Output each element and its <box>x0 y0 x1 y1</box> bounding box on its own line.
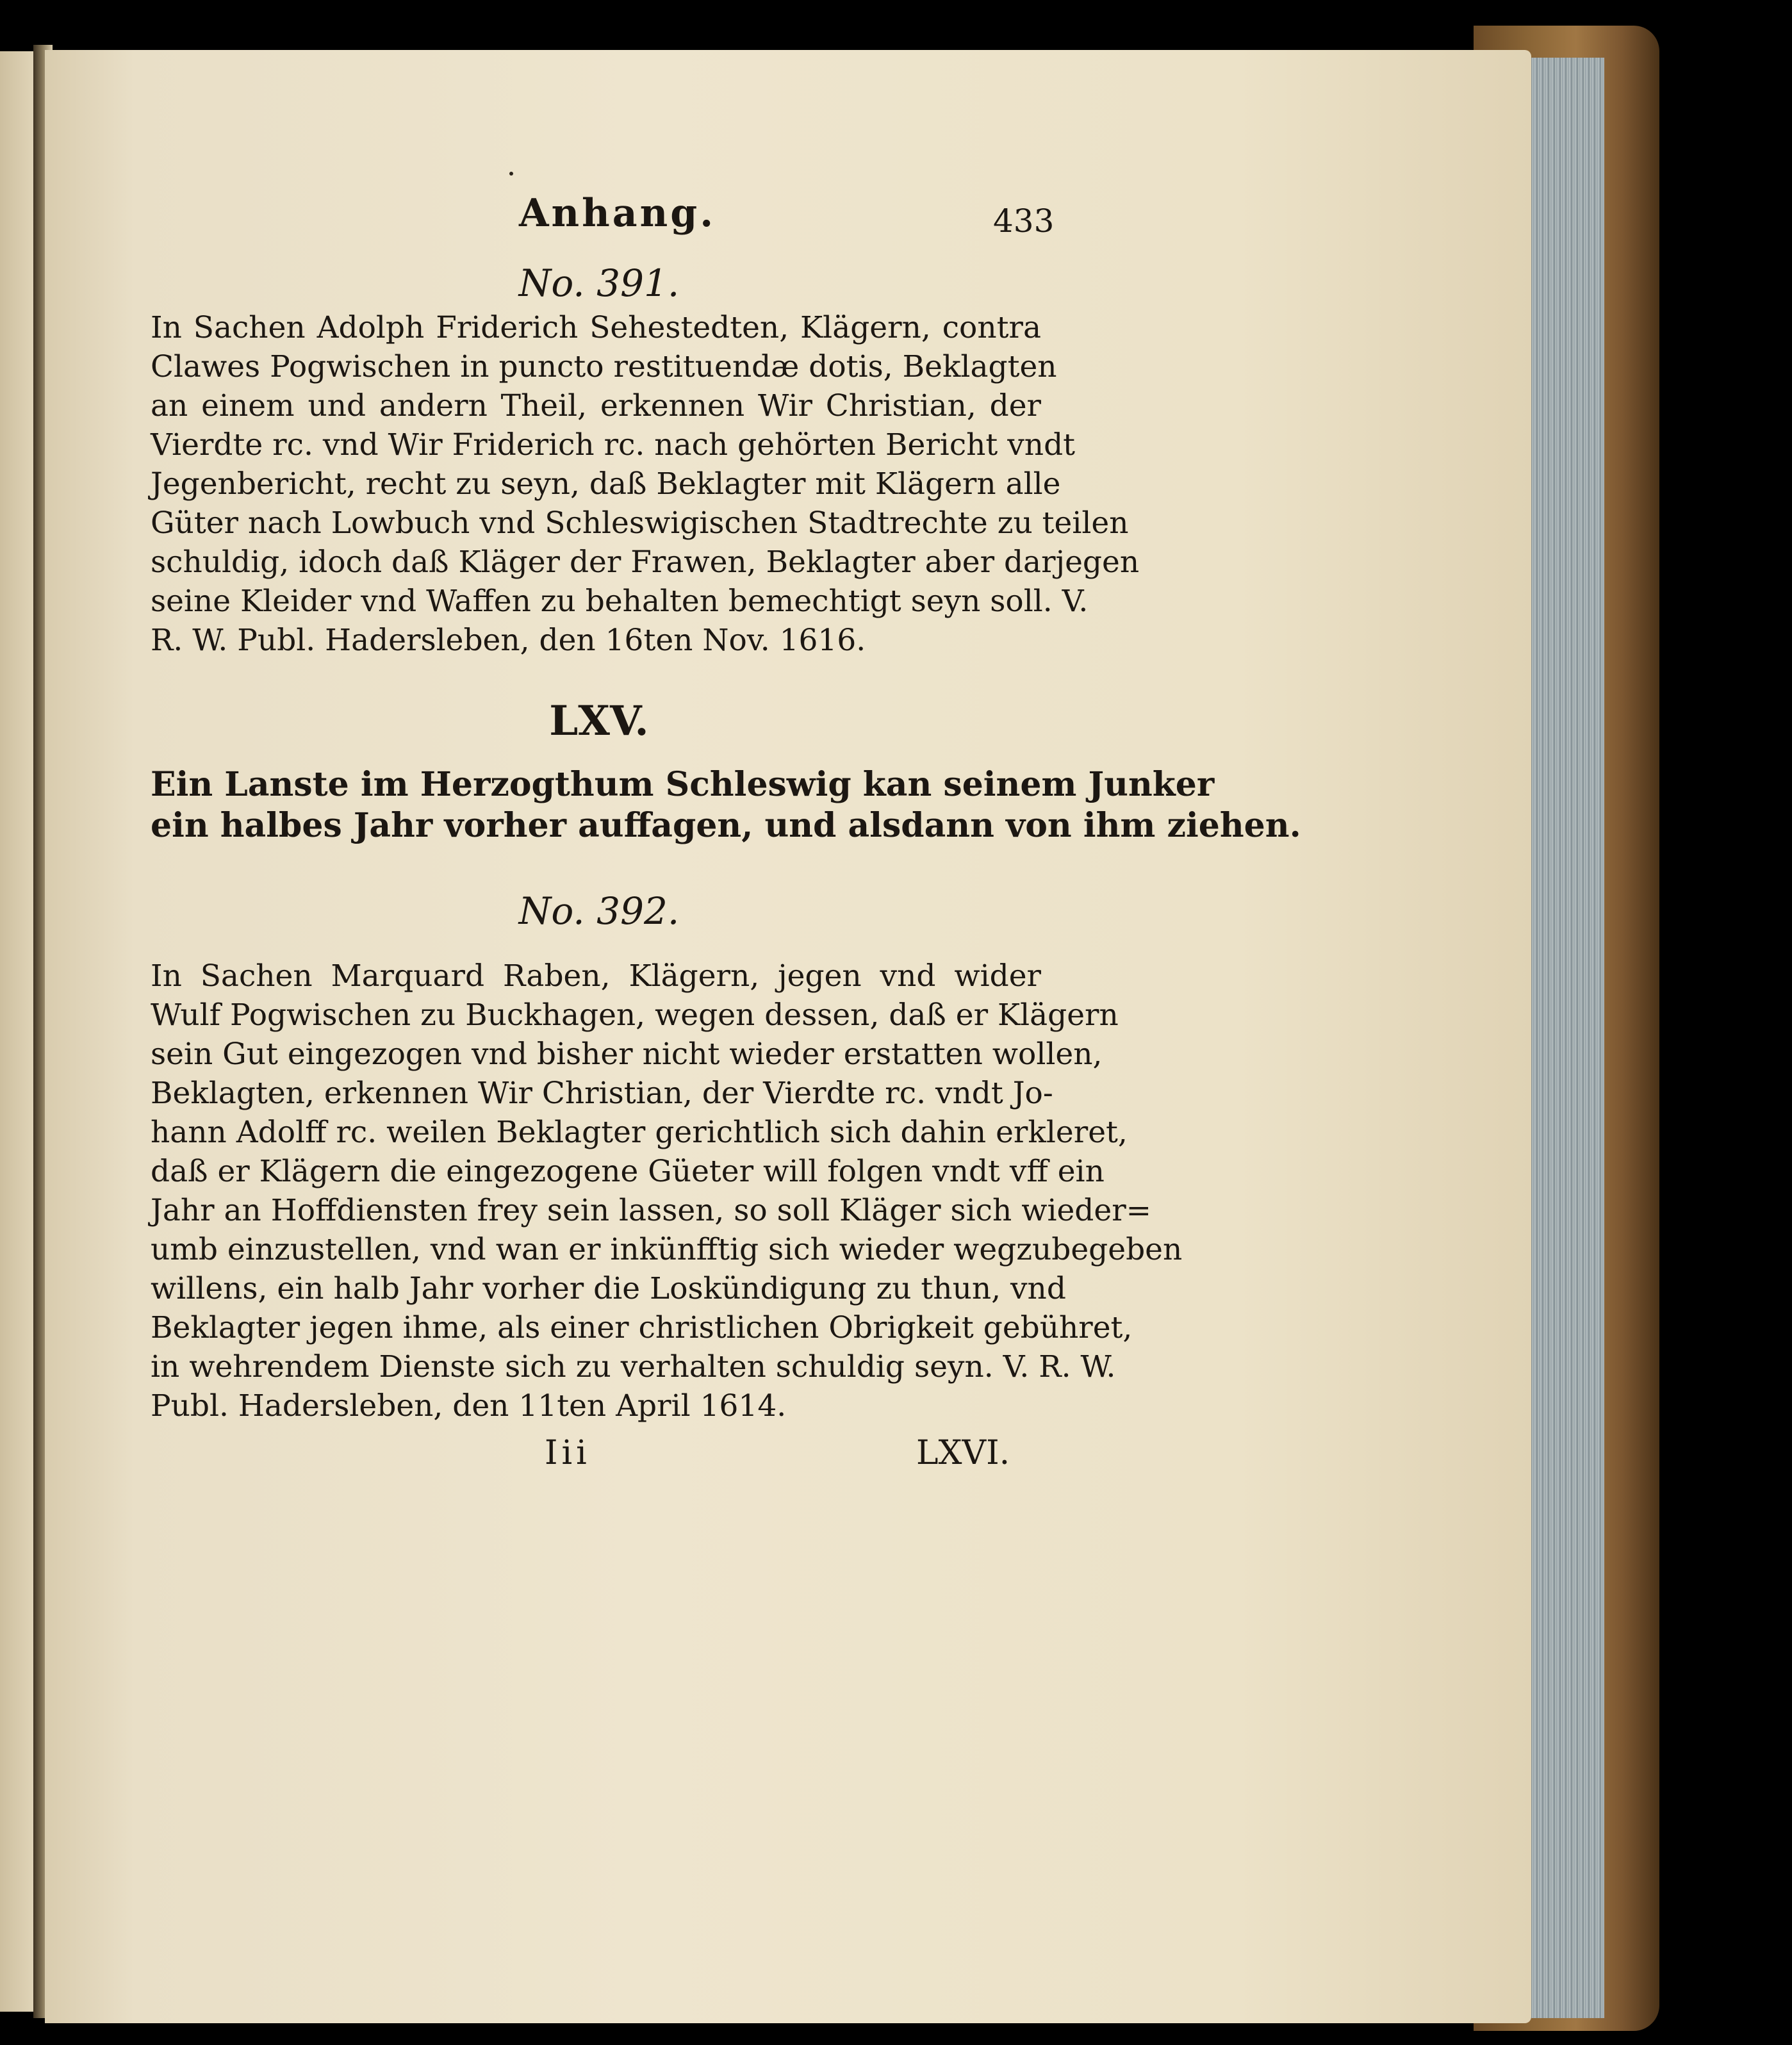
entry-number-392: No. 392. <box>518 889 680 933</box>
entry-391-text <box>151 308 1140 660</box>
text-line: Publ. Hadersleben, den 11ten April 1614. <box>151 1388 787 1424</box>
text-line: Clawes Pogwischen in puncto restituendæ dotis, Beklagten <box>151 349 1057 384</box>
text-line: willens, ein halb Jahr vorher die Loskündigung zu thun, vnd <box>151 1271 1066 1306</box>
text-line: umb einzustellen, vnd wan er inkünfftig sich wieder wegzubegeben <box>151 1232 1183 1267</box>
entry-392-text <box>151 957 1183 1425</box>
book-page <box>45 50 1531 2023</box>
text-line: Güter nach Lowbuch vnd Schleswigischen Stadtrechte zu teilen <box>151 505 1129 541</box>
text-line: hann Adolff rc. weilen Beklagter gerichtlich sich dahin erkleret, <box>151 1115 1128 1150</box>
text-line: in wehrendem Dienste sich zu verhalten schuldig seyn. V. R. W. <box>151 1349 1116 1384</box>
text-line: In Sachen Adolph Friderich Sehestedten, Klägern, contra <box>151 310 1041 345</box>
page-edges <box>1525 58 1604 2018</box>
heading-line: ein halbes Jahr vorher auffagen, und alsdann von ihm ziehen. <box>151 806 1301 845</box>
heading-line: Ein Lanste im Herzogthum Schleswig kan seinem Junker <box>151 765 1215 804</box>
entry-number-391: No. 391. <box>518 261 680 305</box>
chapter-heading <box>151 764 1301 846</box>
chapter-numeral: LXV. <box>549 697 649 745</box>
text-line: Vierdte rc. vnd Wir Friderich rc. nach gehörten Bericht vndt <box>151 427 1076 463</box>
text-line: Beklagter jegen ihme, als einer christlichen Obrigkeit gebühret, <box>151 1310 1133 1345</box>
page-number: 433 <box>993 202 1055 240</box>
text-line: schuldig, idoch daß Kläger der Frawen, Beklagter aber darjegen <box>151 545 1140 580</box>
text-line: In Sachen Marquard Raben, Klägern, jegen vnd wider <box>151 958 1041 994</box>
signature-mark: Iii <box>545 1434 591 1472</box>
text-line: Jahr an Hoffdiensten frey sein lassen, so soll Kläger sich wieder= <box>151 1193 1152 1228</box>
text-line: daß er Klägern die eingezogene Güeter will folgen vndt vff ein <box>151 1154 1105 1189</box>
ink-speck <box>509 172 513 176</box>
running-title: Anhang. <box>519 191 716 236</box>
text-line: seine Kleider vnd Waffen zu behalten bemechtigt seyn soll. V. <box>151 584 1089 619</box>
text-line: R. W. Publ. Hadersleben, den 16ten Nov. 1616. <box>151 623 866 658</box>
text-line: Jegenbericht, recht zu seyn, daß Beklagter mit Klägern alle <box>151 466 1061 502</box>
facing-page-edge <box>0 51 38 2012</box>
catchword: LXVI. <box>916 1434 1010 1472</box>
text-line: an einem und andern Theil, erkennen Wir Christian, der <box>151 388 1041 423</box>
text-line: sein Gut eingezogen vnd bisher nicht wieder erstatten wollen, <box>151 1037 1103 1072</box>
text-line: Beklagten, erkennen Wir Christian, der Vierdte rc. vndt Jo- <box>151 1076 1053 1111</box>
text-line: Wulf Pogwischen zu Buckhagen, wegen dessen, daß er Klägern <box>151 998 1119 1033</box>
